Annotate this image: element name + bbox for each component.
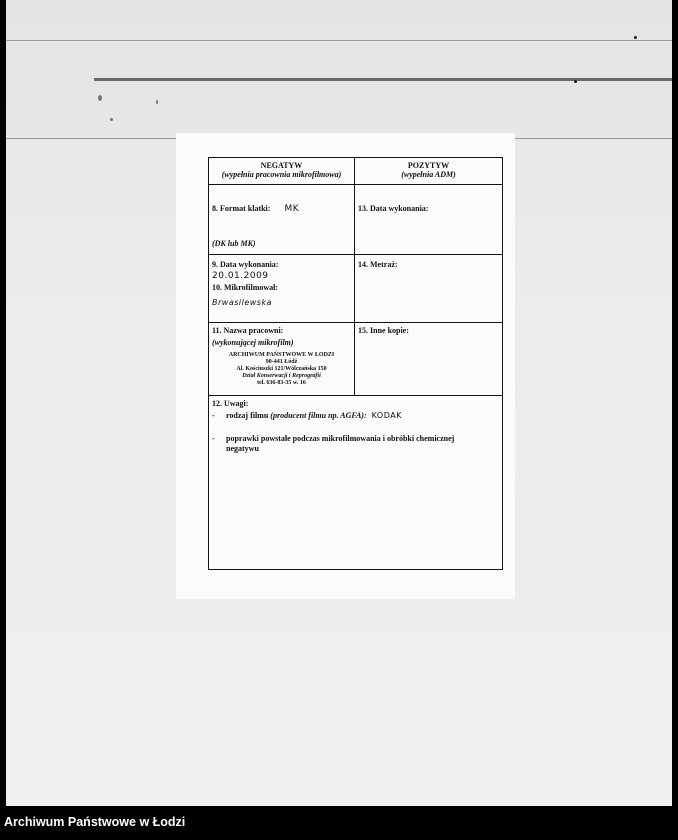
footer-archive-label: Archiwum Państwowe w Łodzi [4, 815, 186, 829]
field-14-cell [355, 255, 503, 323]
field-14-label: 14. Metraż: [358, 260, 398, 269]
field-8-cell [209, 185, 355, 255]
field-8-value: MK [284, 204, 300, 214]
pozytyw-title: POZYTYW [407, 161, 450, 170]
field-12-label: 12. Uwagi: [212, 399, 249, 408]
field-11-label: 11. Nazwa pracowni: [212, 326, 284, 335]
dust-speck [156, 100, 158, 104]
uwagi-2-text: poprawki powstałe podczas mikrofilmowania i obróbki chemicznej negatywu [226, 434, 455, 453]
negatyw-subtitle: (wypełnia pracownia mikrofilmowa) [221, 170, 342, 180]
dust-speck [110, 118, 113, 121]
dust-speck [634, 36, 637, 39]
field-11-cell [209, 323, 355, 396]
field-11-hint: (wykonującej mikrofilm) [212, 338, 294, 348]
film-line-top [6, 40, 672, 41]
uwagi-1-value: KODAK [371, 411, 402, 421]
archive-stamp [212, 352, 351, 386]
stamp-line-4: Dział Konserwacji i Reprografii [242, 373, 321, 380]
uwagi-1-hint: (producent filmu np. AGFA): [270, 411, 367, 421]
pozytyw-subtitle: (wypełnia ADM) [401, 170, 456, 180]
field-13-label: 13. Data wykonania: [358, 204, 429, 213]
field-15-cell [355, 323, 503, 396]
negatyw-title: NEGATYW [260, 161, 303, 170]
field-13-cell [355, 185, 503, 255]
uwagi-dash: - [212, 434, 215, 444]
uwagi-1-text: rodzaj filmu [226, 411, 269, 421]
field-15-label: 15. Inne kopie: [358, 326, 409, 335]
dust-speck [98, 95, 102, 101]
negatyw-header [209, 158, 355, 185]
field-9-value: 20.01.2009 [212, 271, 269, 282]
field-10-label: 10. Mikrofilmował: [212, 282, 279, 292]
stamp-line-2: 90-441 Łódź [265, 359, 298, 366]
field-9-label: 9. Data wykonania: [212, 260, 279, 269]
film-edge [94, 78, 672, 81]
dust-speck [574, 80, 577, 83]
microfilm-form-table [208, 157, 503, 570]
stamp-line-1: ARCHIWUM PAŃSTWOWE W ŁODZI [228, 352, 335, 359]
field-8-hint: (DK lub MK) [212, 238, 256, 248]
field-8-label: 8. Format klatki: [212, 204, 271, 213]
stamp-line-3: Al. Kościuszki 121/Wólczańska 150 [236, 366, 327, 373]
field-12-cell [209, 396, 503, 570]
form-sheet [176, 133, 515, 599]
uwagi-item-1 [212, 411, 499, 420]
uwagi-item-2 [212, 434, 499, 452]
field-10-value: Brwasilewska [212, 297, 273, 307]
field-9-10-cell [209, 255, 355, 323]
stamp-line-5: tel. 636-83-35 w. 16 [257, 379, 306, 386]
uwagi-dash: - [212, 411, 215, 421]
pozytyw-header [355, 158, 503, 185]
